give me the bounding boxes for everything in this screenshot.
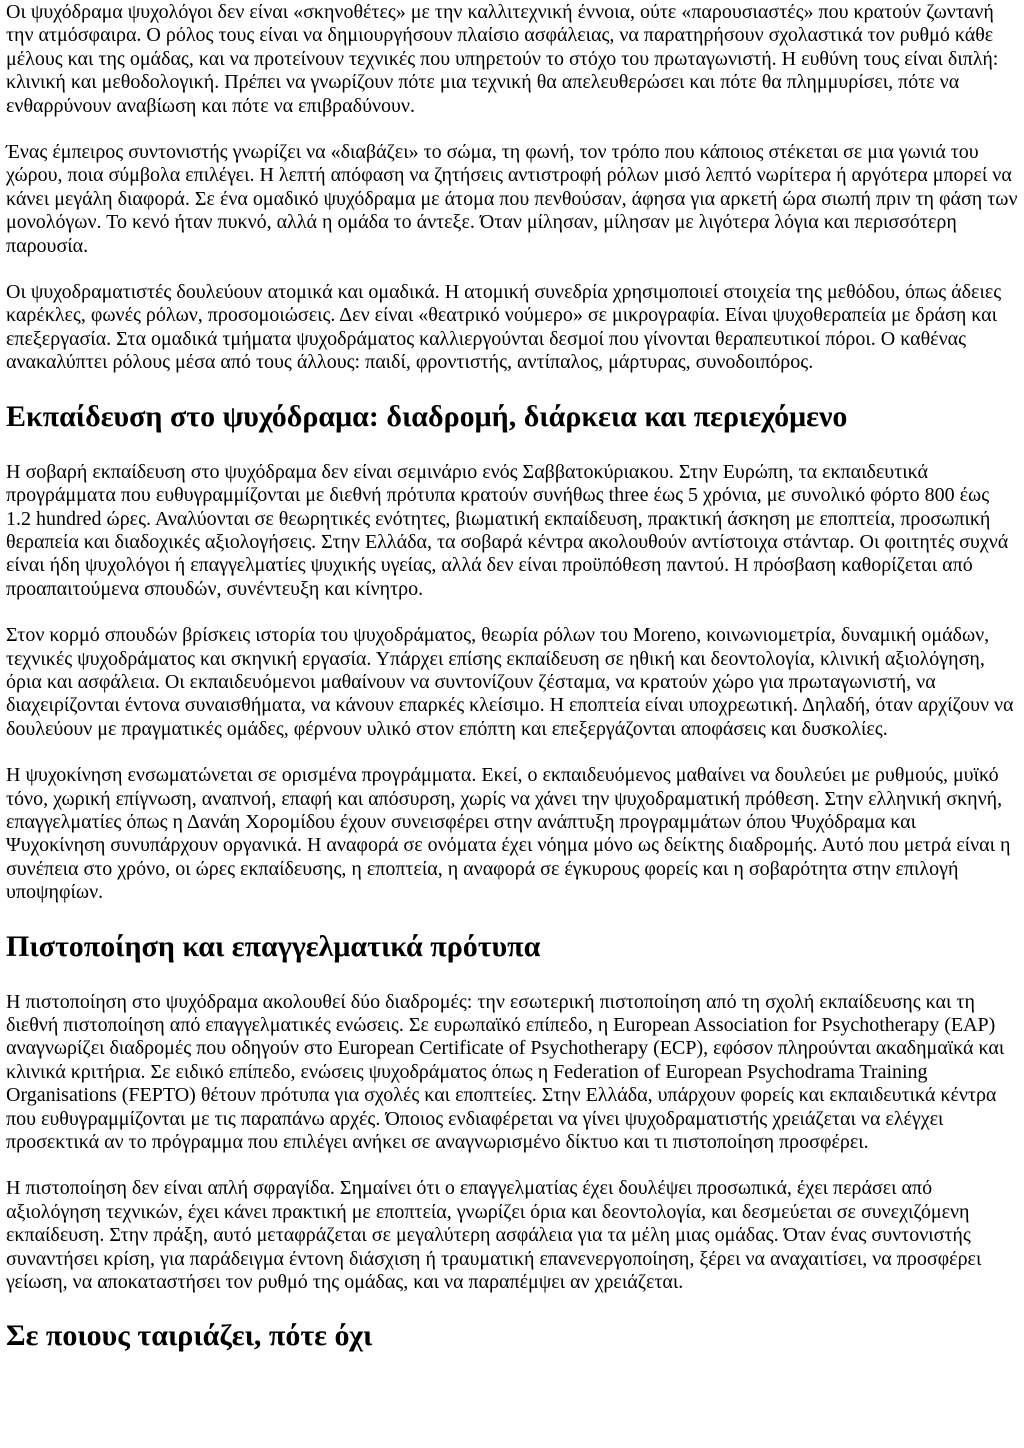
paragraph-individual-group-work: Οι ψυχοδραματιστές δουλεύουν ατομικά και ομαδικά. Η ατομική συνεδρία χρησιμοποιεί στοιχεία της μεθόδου, όπως άδειες καρέκλες, φωνές ρόλων, προσομοιώσεις. Δεν είναι «θεατρικό νούμερο» σε μικρογραφία. Είναι ψυχοθεραπεία με δράση και επεξεργασία. Στα ομαδικά τμήματα ψυχοδράματος καλλιεργούνται δεσμοί που γίνονται θεραπευτικοί πόροι. Ο καθένας ανακαλύπτει ρόλους μέσα από τους άλλους: παιδί, φροντιστής, αντίπαλος, μάρτυρας, συνοδοιπόρος. — [6, 281, 1002, 374]
paragraph-curriculum: Στον κορμό σπουδών βρίσκεις ιστορία του ψυχοδράματος, θεωρία ρόλων του Moreno, κοινωνιομετρία, δυναμική ομάδων, τεχνικές ψυχοδράματος και σκηνική εργασία. Υπάρχει επίσης εκπαίδευση σε ηθική και δεοντολογία, κλινική αξιολόγηση, όρια και ασφάλεια. Οι εκπαιδευόμενοι μαθαίνουν να συντονίζουν ζέσταμα, να κρατούν χώρο για πρωταγωνιστή, να διαχειρίζονται έντονα συναισθήματα, να κάνουν επαρκές κλείσιμο. Η εποπτεία είναι υποχρεωτική. Δηλαδή, όταν αρχίζουν να δουλεύουν με πραγματικές ομάδες, φέρνουν υλικό στον επόπτη και επεξεργάζονται αποφάσεις και δυσκολίες. — [6, 624, 1014, 740]
paragraph-experienced-director: Ένας έμπειρος συντονιστής γνωρίζει να «διαβάζει» το σώμα, τη φωνή, τον τρόπο που κάποιος στέκεται σε μια γωνιά του χώρου, ποια σύμβολα επιλέγει. Η λεπτή απόφαση να ζητήσεις αντιστροφή ρόλων μισό λεπτό νωρίτερα ή αργότερα μπορεί να κάνει μεγάλη διαφορά. Σε ένα ομαδικό ψυχόδραμα με άτομα που πενθούσαν, άφησα για αρκετή ώρα σιωπή πριν τη φάση των μονολόγων. Το κενό ήταν πυκνό, αλλά η ομάδα το άντεξε. Όταν μίλησαν, μίλησαν με λιγότερα λόγια και περισσότερη παρουσία. — [6, 141, 1018, 257]
paragraph-certification-meaning: Η πιστοποίηση δεν είναι απλή σφραγίδα. Σημαίνει ότι ο επαγγελματίας έχει δουλέψει προσωπικά, έχει περάσει από αξιολόγηση τεχνικών, έχει κάνει πρακτική με εποπτεία, γνωρίζει όρια και δεοντολογία, και δεσμεύεται σε συνεχιζόμενη εκπαίδευση. Στην πράξη, αυτό μεταφράζεται σε μεγαλύτερη ασφάλεια για τα μέλη μιας ομάδας. Όταν ένας συντονιστής συναντήσει κρίση, για παράδειγμα έντονη διάσχιση ή τραυματική επανενεργοποίηση, ξέρει να αναχαιτίσει, να προσφέρει γείωση, να αποκαταστήσει τον ρυθμό της ομάδας, και να παραπέμψει αν χρειάζεται. — [6, 1177, 982, 1294]
section-heading-suitability: Σε ποιους ταιριάζει, πότε όχι — [6, 1319, 373, 1353]
section-heading-training: Εκπαίδευση στο ψυχόδραμα: διαδρομή, διάρκεια και περιεχόμενο — [6, 399, 848, 433]
paragraph-psychokinesis: Η ψυχοκίνηση ενσωματώνεται σε ορισμένα προγράμματα. Εκεί, ο εκπαιδευόμενος μαθαίνει να δουλεύει με ρυθμούς, μυϊκό τόνο, χωρική επίγνωση, αναπνοή, επαφή και απόσυρση, χωρίς να χάνει την ψυχοδραματική πρόθεση. Στην ελληνική σκηνή, επαγγελματίες όπως η Δανάη Χορομίδου έχουν συνεισφέρει στην ανάπτυξη προγραμμάτων όπου Ψυχόδραμα και Ψυχοκίνηση συνυπάρχουν οργανικά. Η αναφορά σε ονόματα έχει νόημα μόνο ως δείκτης διαδρομής. Αυτό που μετρά είναι η συνέπεια στο χρόνο, οι ώρες εκπαίδευσης, η εποπτεία, η αναφορά σε έγκυρους φορείς και η σοβαρότητα στην επιλογή υποψηφίων. — [6, 764, 1011, 904]
paragraph-training-duration: Η σοβαρή εκπαίδευση στο ψυχόδραμα δεν είναι σεμινάριο ενός Σαββατοκύριακου. Στην Ευρώπη, τα εκπαιδευτικά προγράμματα που ευθυγραμμίζονται με διεθνή πρότυπα κρατούν συνήθως three έως 5 χρόνια, με συνολικό φόρτο 800 έως 1.2 hundred ώρες. Αναλύονται σε θεωρητικές ενότητες, βιωματική εκπαίδευση, πρακτική άσκηση με εποπτεία, προσωπική θεραπεία και διαδοχικές αξιολογήσεις. Στην Ελλάδα, τα σοβαρά κέντρα ακολουθούν αντίστοιχα στάνταρ. Οι φοιτητές συχνά είναι ήδη ψυχολόγοι ή επαγγελματίες ψυχικής υγείας, αλλά δεν είναι προϋπόθεση παντού. Η πρόσβαση καθορίζεται από προαπαιτούμενα σπουδών, συνέντευξη και κίνητρο. — [6, 460, 1009, 600]
article-body — [6, 1, 1018, 1354]
paragraph-intro-role: Οι ψυχόδραμα ψυχολόγοι δεν είναι «σκηνοθέτες» με την καλλιτεχνική έννοια, ούτε «παρουσιαστές» που κρατούν ζωντανή την ατμόσφαιρα. Ο ρόλος τους είναι να δημιουργήσουν πλαίσιο ασφάλειας, να παρατηρήσουν σχολαστικά τον ρυθμό κάθε μέλους και της ομάδας, και να προτείνουν τεχνικές που υπηρετούν το στόχο του πρωταγωνιστή. Η ευθύνη τους είναι διπλή: κλινική και μεθοδολογική. Πρέπει να γνωρίζουν πότε μια τεχνική θα απελευθερώσει και πότε θα πλημμυρίσει, πότε να ενθαρρύνουν αναβίωση και πότε να επιβραδύνουν. — [6, 1, 999, 117]
section-heading-certification: Πιστοποίηση και επαγγελματικά πρότυπα — [6, 929, 541, 963]
paragraph-certification-paths: Η πιστοποίηση στο ψυχόδραμα ακολουθεί δύο διαδρομές: την εσωτερική πιστοποίηση από τη σχολή εκπαίδευσης και τη διεθνή πιστοποίηση από επαγγελματικές ενώσεις. Σε ευρωπαϊκό επίπεδο, η European Association for Psychotherapy (EAP) αναγνωρίζει διαδρομές που οδηγούν στο European Certificate of Psychotherapy (ECP), εφόσον πληρούνται ακαδημαϊκά και κλινικά κριτήρια. Σε ειδικό επίπεδο, ενώσεις ψυχοδράματος όπως η Federation of European Psychodrama Training Organisations (FEPTO) θέτουν πρότυπα για σχολές και εποπτείες. Στην Ελλάδα, υπάρχουν φορείς και εκπαιδευτικά κέντρα που ευθυγραμμίζονται με τις παραπάνω αρχές. Όποιος ενδιαφέρεται να γίνει ψυχοδραματιστής χρειάζεται να ελέγχει προσεκτικά αν το πρόγραμμα που επιλέγει ανήκει σε αναγνωρισμένο δίκτυο και τι πιστοποίηση προσφέρει. — [6, 990, 1005, 1154]
